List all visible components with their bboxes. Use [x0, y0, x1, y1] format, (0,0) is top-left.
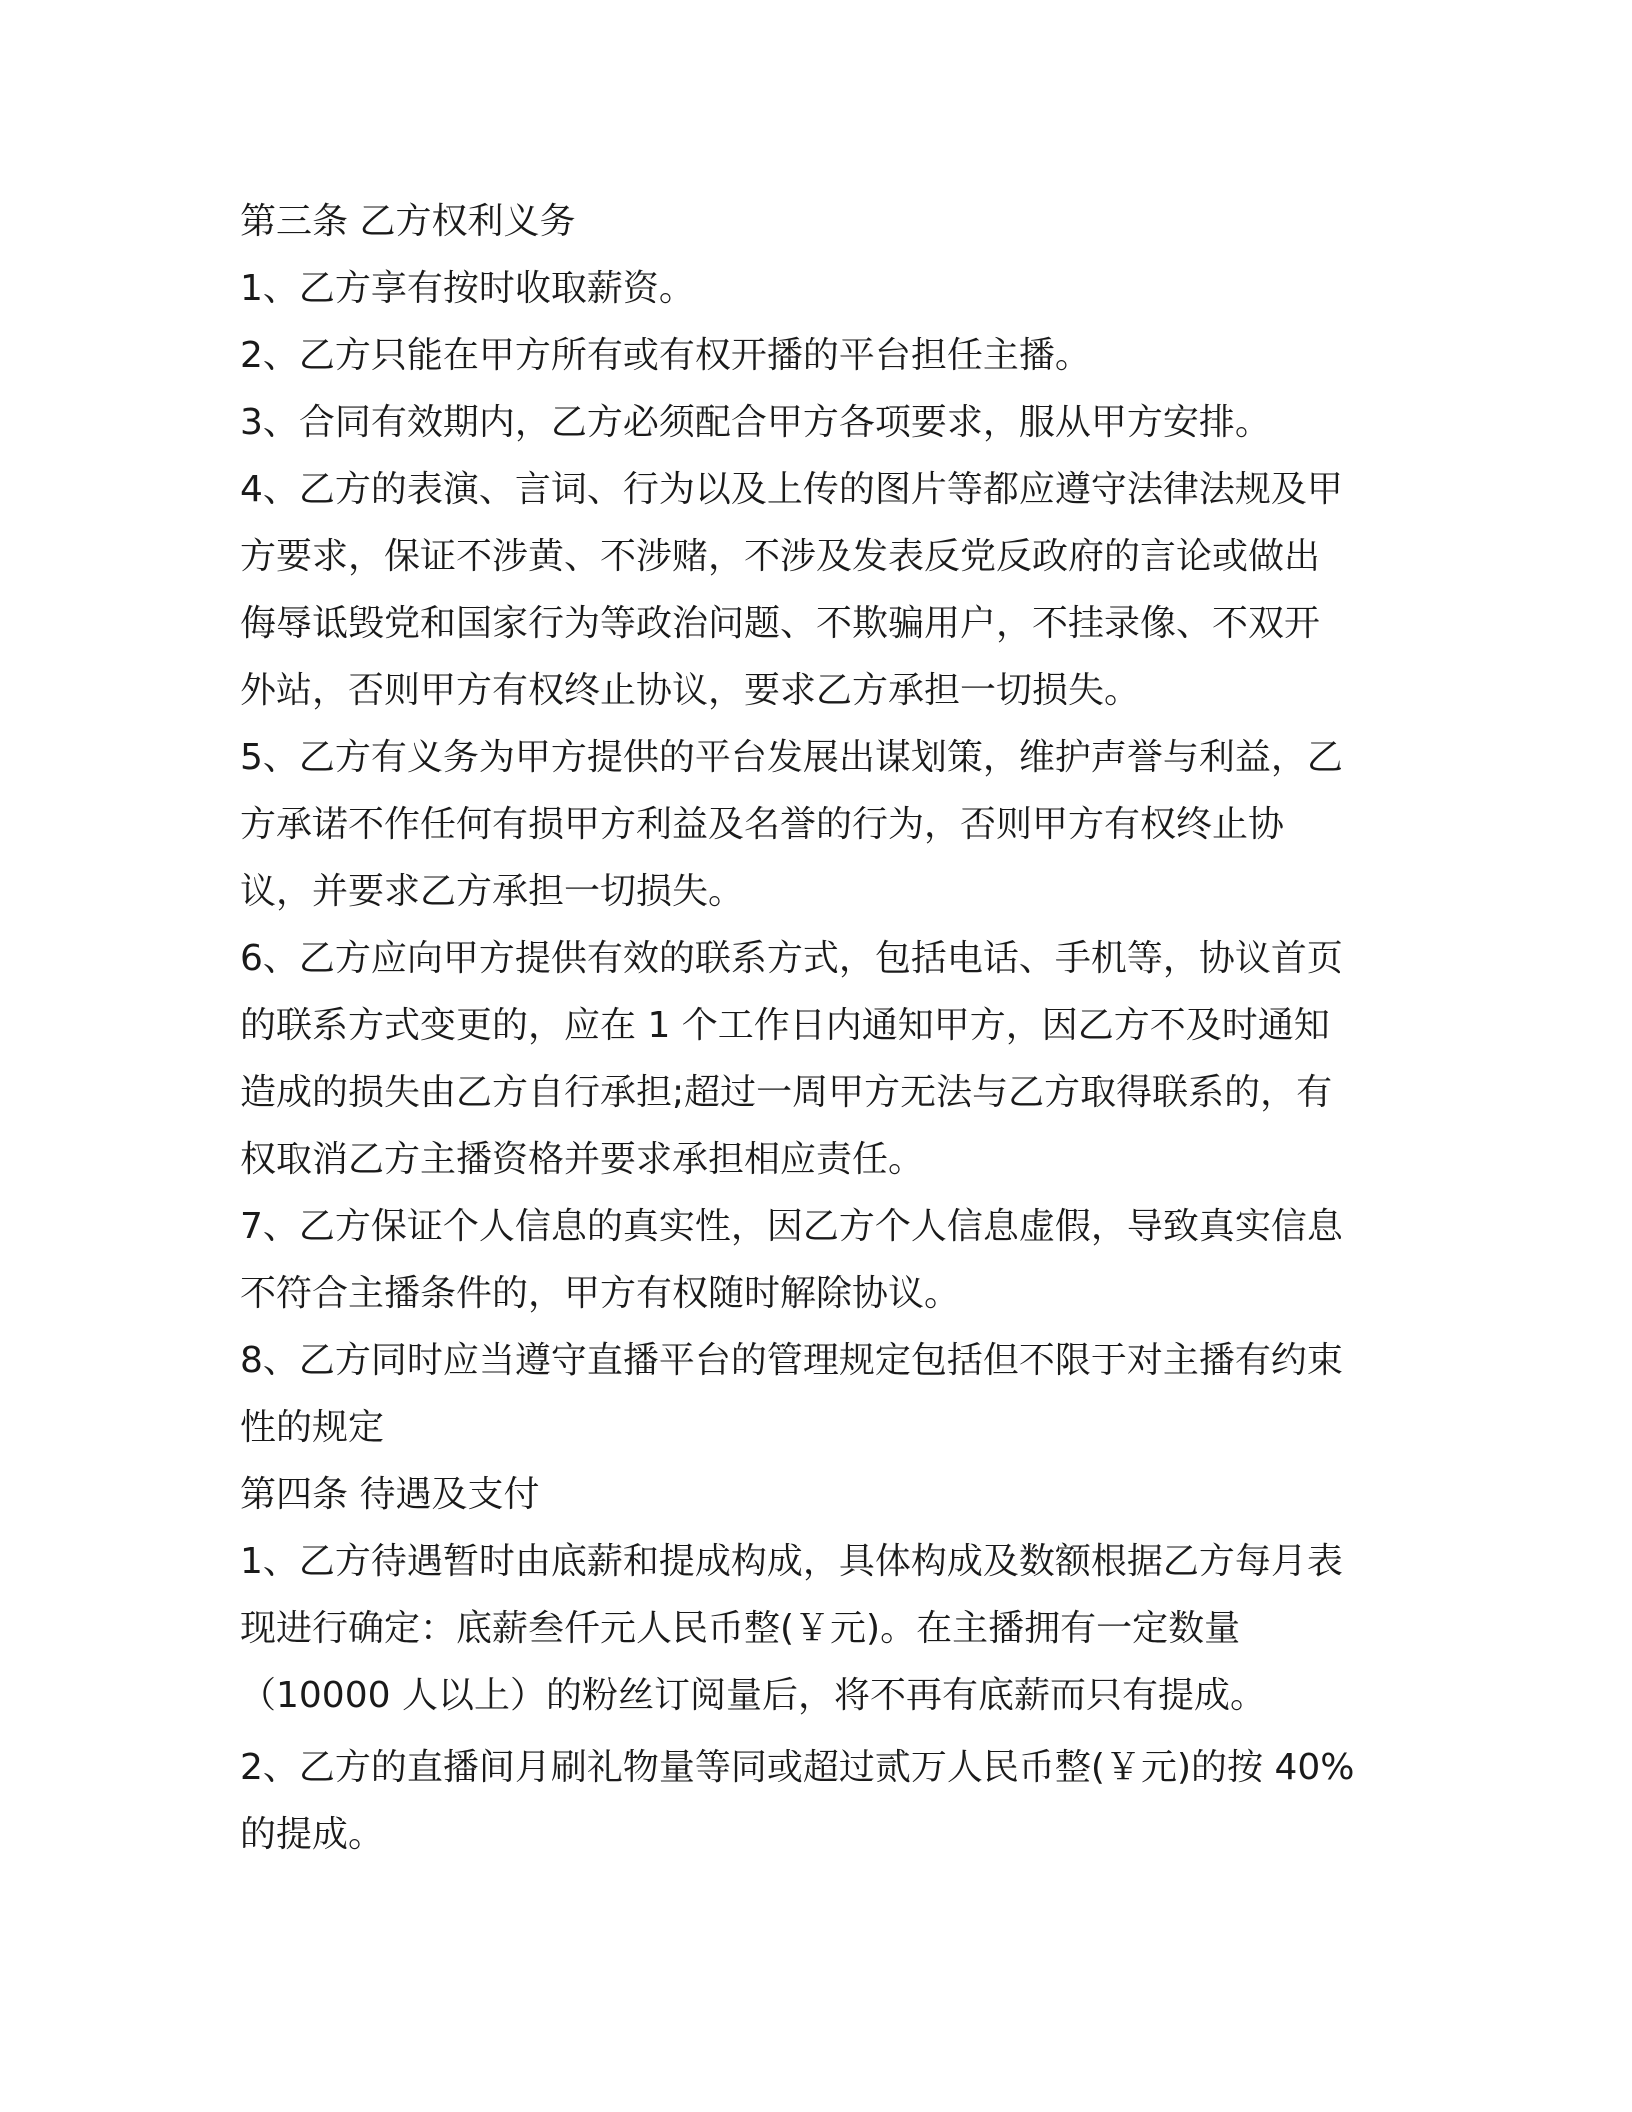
article-3-clause-5-line-1: 5、乙方有义务为甲方提供的平台发展出谋划策，维护声誉与利益，乙 [240, 737, 1343, 778]
article-3-clause-2: 2、乙方只能在甲方所有或有权开播的平台担任主播。 [240, 335, 1091, 376]
article-3-clause-1: 1、乙方享有按时收取薪资。 [240, 268, 695, 309]
article-3-clause-7-line-1: 7、乙方保证个人信息的真实性，因乙方个人信息虚假，导致真实信息 [240, 1206, 1343, 1247]
article-3-section [240, 188, 1390, 1461]
article-3-clause-7-line-2: 不符合主播条件的，甲方有权随时解除协议。 [240, 1273, 961, 1314]
article-4-clause-1-line-2: 现进行确定：底薪叁仟元人民币整(￥元)。在主播拥有一定数量 [240, 1608, 1241, 1649]
article-4-clause-2-line-2: 的提成。 [240, 1814, 385, 1855]
article-3-clause-6-line-1: 6、乙方应向甲方提供有效的联系方式，包括电话、手机等，协议首页 [240, 938, 1343, 979]
article-3-clause-4-line-1: 4、乙方的表演、言词、行为以及上传的图片等都应遵守法律法规及甲 [240, 469, 1343, 510]
article-3-clause-4-line-2: 方要求，保证不涉黄、不涉赌，不涉及发表反党反政府的言论或做出 [240, 536, 1321, 577]
article-4-clause-1-line-1: 1、乙方待遇暂时由底薪和提成构成，具体构成及数额根据乙方每月表 [240, 1541, 1343, 1582]
article-4-clause-2-line-1: 2、乙方的直播间月刷礼物量等同或超过贰万人民币整(￥元)的按 40% [240, 1747, 1355, 1788]
article-4-heading: 第四条 待遇及支付 [240, 1474, 540, 1515]
article-3-clause-8-line-2: 性的规定 [240, 1407, 385, 1448]
article-3-clause-6-line-3: 造成的损失由乙方自行承担;超过一周甲方无法与乙方取得联系的，有 [240, 1072, 1333, 1113]
article-3-clause-5-line-2: 方承诺不作任何有损甲方利益及名誉的行为，否则甲方有权终止协 [240, 804, 1285, 845]
article-3-clause-5-line-3: 议，并要求乙方承担一切损失。 [240, 871, 745, 912]
article-3-clause-6-line-2: 的联系方式变更的，应在 1 个工作日内通知甲方，因乙方不及时通知 [240, 1005, 1330, 1046]
article-3-clause-3: 3、合同有效期内，乙方必须配合甲方各项要求，服从甲方安排。 [240, 402, 1271, 443]
article-3-clause-4-line-3: 侮辱诋毁党和国家行为等政治问题、不欺骗用户，不挂录像、不双开 [240, 603, 1321, 644]
article-3-clause-4-line-4: 外站，否则甲方有权终止协议，要求乙方承担一切损失。 [240, 670, 1141, 711]
article-4-clause-1-line-3: （10000 人以上）的粉丝订阅量后，将不再有底薪而只有提成。 [240, 1675, 1266, 1716]
article-4-section [240, 1461, 1390, 1868]
document-page [240, 188, 1390, 1868]
article-3-clause-6-line-4: 权取消乙方主播资格并要求承担相应责任。 [240, 1139, 925, 1180]
article-3-heading: 第三条 乙方权利义务 [240, 201, 576, 242]
article-3-clause-8-line-1: 8、乙方同时应当遵守直播平台的管理规定包括但不限于对主播有约束 [240, 1340, 1343, 1381]
